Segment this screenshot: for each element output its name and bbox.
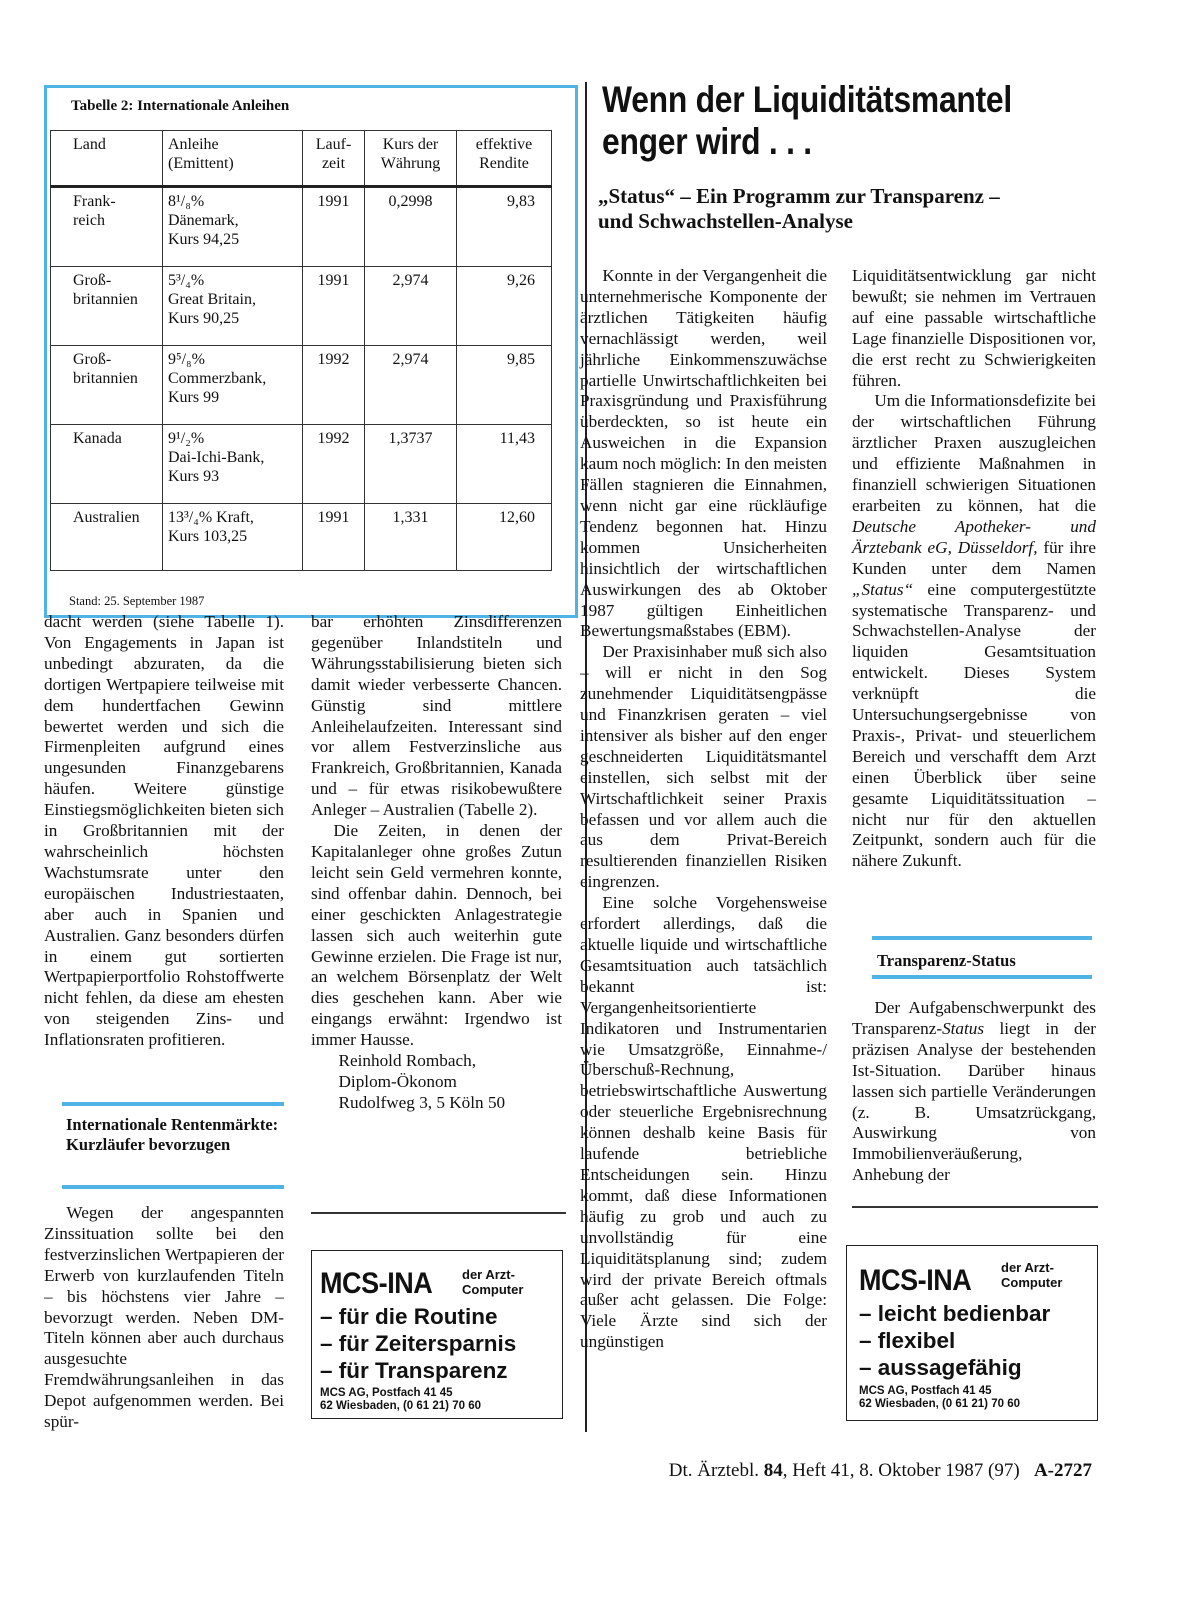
ad-line: – aussagefähig (859, 1355, 1022, 1380)
ad-mcs-ina-1 (311, 1250, 563, 1419)
column-4 (852, 266, 1096, 872)
bank-name: Deutsche Apotheker- und Ärztebank eG, Düsseldorf, (852, 516, 1096, 557)
headline-line: enger wird . . . (602, 121, 812, 162)
ad-line: – flexibel (859, 1328, 956, 1353)
table-cell-rendite: 12,60 (457, 504, 552, 571)
table-header-row (51, 131, 552, 187)
column-3 (580, 266, 827, 1353)
table-cell-anleihe: 9¹/₂% Dai-Ichi-Bank, Kurs 93 (163, 425, 303, 504)
paragraph: Die Zeiten, in denen der Kapitalanleger ohne großes Zutun leicht sein Geld vermehren konnte, sind offenbar dahin. Dennoch, bei einer geschickten Anlagestrategie lassen sich auch weiterhin gute Gewinne erzielen. Die Frage ist nur, an welchem Börsenplatz der Welt dies geschehen kann. Aber wie eingangs erwähnt: Irgendwo ist immer Hausse. (311, 821, 562, 1050)
ad-tag-line: der Arzt- (1001, 1260, 1054, 1275)
column-1-continued (44, 1203, 284, 1433)
table-header-cell: Anleihe (Emittent) (163, 131, 303, 187)
table-header-cell: Lauf- zeit (303, 131, 365, 187)
table-cell-laufzeit: 1991 (303, 267, 365, 346)
subhead-rule (872, 975, 1092, 979)
table-cell-kurs: 1,3737 (365, 425, 457, 504)
divider (852, 1206, 1098, 1208)
table-note: Stand: 25. September 1987 (69, 594, 205, 608)
ad-address-line: MCS AG, Postfach 41 45 (859, 1385, 992, 1397)
program-name: „Status“ (852, 579, 914, 599)
ad-address (320, 1387, 481, 1413)
article-subtitle (598, 184, 1133, 234)
paragraph: Liquiditätsentwicklung gar nicht bewußt; sie nehmen im Vertrauen auf eine passable wirtschaftliche Lage finanzielle Dispositionen vor, die erst recht zu Schwierigkeiten führen. (852, 266, 1096, 390)
ad-address (859, 1385, 1020, 1411)
table-cell-laufzeit: 1992 (303, 346, 365, 425)
ad-lines (859, 1300, 1050, 1381)
ad-mcs-ina-2 (846, 1245, 1098, 1421)
journal-name: Dt. Ärztebl. (668, 1460, 764, 1481)
section-heading: Transparenz-Status (877, 951, 1016, 970)
table-cell-land: Groß- britannien (51, 346, 163, 425)
ad-address-line: 62 Wiesbaden, (0 61 21) 70 60 (859, 1398, 1020, 1410)
table-cell-laufzeit: 1991 (303, 187, 365, 267)
table-cell-anleihe: 5³/₄% Great Britain, Kurs 90,25 (163, 267, 303, 346)
text-run: liegt in der präzisen Analyse der bestehenden Ist-Situation. Darüber hinaus lassen sich partielle Veränderungen (z. B. Umsatzrückgang, Auswirkung von Immobilienveräußerung, Anhebung der (852, 1018, 1096, 1185)
subhead-rule (62, 1102, 284, 1106)
table-cell-laufzeit: 1992 (303, 425, 365, 504)
table-row (51, 425, 552, 504)
section-heading: Internationale Rentenmärkte: Kurzläufer bevorzugen (66, 1115, 279, 1154)
author-name: Reinhold Rombach, (338, 1051, 476, 1071)
bond-table-box (44, 85, 578, 618)
headline-line: Wenn der Liquiditätsmantel (602, 79, 1012, 120)
table-cell-rendite: 11,43 (457, 425, 552, 504)
text-run: Der Aufgabenschwerpunkt des Transparenz- (852, 998, 1096, 1038)
text-run: Um die Informationsdefizite bei der wirtschaftlichen Führung ärztlicher Praxen auszugleichen und effiziente Maßnahmen in finanziell schwierigen Situationen erarbeiten zu können, hat die (852, 391, 1096, 515)
ad-line: – für Transparenz (320, 1358, 508, 1383)
table-header-cell: Land (51, 131, 163, 187)
ad-line: – leicht bedienbar (859, 1301, 1051, 1326)
table-cell-land: Groß- britannien (51, 267, 163, 346)
divider (311, 1212, 566, 1214)
column-2 (311, 612, 562, 1114)
table-header-cell: effektive Rendite (457, 131, 552, 187)
author-address: Rudolfweg 3, 5 Köln 50 (338, 1092, 506, 1112)
page-footer (669, 1460, 1092, 1482)
page-number: A-2727 (1033, 1460, 1092, 1481)
subhead-rule (872, 936, 1092, 940)
program-name: Status (942, 1018, 985, 1038)
table-cell-land: Australien (51, 504, 163, 571)
paragraph (852, 391, 1096, 872)
table-cell-kurs: 0,2998 (365, 187, 457, 267)
table-cell-land: Frank- reich (51, 187, 163, 267)
paragraph: Wegen der angespannten Zinssituation sollte bei den festverzinslichen Wertpapieren der Erwerb von kurzlaufenden Titeln – bis höchstens vier Jahre – bevorzugt werden. Neben DM-Titeln können aber auch durchaus ausgesuchte Fremdwährungsanleihen in das Depot aufgenommen werden. Bei spür- (44, 1203, 284, 1432)
table-row (51, 346, 552, 425)
table-cell-rendite: 9,85 (457, 346, 552, 425)
paragraph: bar erhöhten Zinsdifferenzen gegenüber Inlandstiteln und Währungsstabilisierung bieten sich damit wieder verbesserte Chancen. Günstig sind mittlere Anleihelaufzeiten. Interessant sind vor allem Festverzinsliche aus Frankreich, Großbritannien, Kanada und – für etwas risikobewußtere Anleger – Australien (Tabelle 2). (311, 612, 562, 820)
ad-tagline (1001, 1260, 1062, 1290)
paragraph: Der Praxisinhaber muß sich also – will er nicht in den Sog zunehmender Liquiditätsengpässe und Finanzkrisen geraten – viel intensiver als bisher auf den enger geschneiderten Liquiditätsmantel einstellen, sich selbst mit der Wirtschaftlichkeit seiner Praxis befassen und vor allem auch die aus dem Privat-Bereich resultierenden finanziellen Risiken eingrenzen. (580, 642, 827, 892)
table-cell-kurs: 1,331 (365, 504, 457, 571)
volume-number: 84 (763, 1460, 783, 1481)
table-row (51, 504, 552, 571)
issue-info: , Heft 41, 8. Oktober 1987 (97) (782, 1460, 1020, 1481)
table-cell-laufzeit: 1991 (303, 504, 365, 571)
ad-tag-line: der Arzt- (462, 1267, 515, 1282)
table-cell-rendite: 9,26 (457, 267, 552, 346)
ad-address-line: 62 Wiesbaden, (0 61 21) 70 60 (320, 1400, 481, 1412)
ad-tag-line: Computer (1001, 1275, 1063, 1290)
table-cell-anleihe: 13³/₄% Kraft, Kurs 103,25 (163, 504, 303, 571)
text-run: eine computergestützte systematische Transparenz- und Schwachstellen-Analyse der liquiden Gesamtsituation entwickelt. Dieses System verknüpft die Untersuchungsergebnisse von Praxis-, Privat- und steuerlichem Bereich und verschafft dem Arzt einen Überblick über seine gesamte Liquiditätssituation – nicht nur für den aktuellen Zeitpunkt, sondern auch für die nähere Zukunft. (852, 579, 1096, 871)
table-cell-kurs: 2,974 (365, 346, 457, 425)
bond-table (50, 130, 552, 571)
text-run: für ihre Kunden unter dem Namen (852, 537, 1096, 578)
paragraph (852, 998, 1096, 1186)
table-title: Tabelle 2: Internationale Anleihen (71, 98, 290, 114)
paragraph: Eine solche Vorgehensweise erfordert allerdings, daß die aktuelle liquide und wirtschaftliche Gesamtsituation auch tatsächlich bekannt ist: Vergangenheitsorientierte Indikatoren und Instrumentarien wie Umsatzgröße, Einnahme-/Überschuß-Rechnung, betriebswirtschaftliche Auswertung oder steuerliche Ergebnisrechnung können deshalb keine Basis für laufende betriebliche Entscheidungen sein. Hinzu kommt, daß diese Informationen häufig zu grob und auch zu unvollständig für eine Liquiditätsplanung sind; zudem wird der private Bereich oftmals außer acht gelassen. Die Folge: Viele Ärzte sind sich der ungünstigen (580, 893, 827, 1352)
paragraph: dacht werden (siehe Tabelle 1). Von Engagements in Japan ist unbedingt abzuraten, da die dortigen Wertpapiere teilweise mit dem hundertfachen Gewinn bewertet werden und sich die Firmenpleiten aufgrund eines ungesunden Finanzgebarens häufen. Weitere günstige Einstiegsmöglichkeiten bieten sich in Großbritannien mit der wahrscheinlich höchsten Wachstumsrate unter den europäischen Industriestaaten, aber auch in Spanien und Australien. Ganz besonders dürfen in einem gut sortierten Wertpapierportfolio Rohstoffwerte nicht fehlen, da diese am ehesten von steigenden Zins- und Inflationsraten profitieren. (44, 612, 284, 1050)
ad-brand: MCS-INA (859, 1264, 972, 1297)
ad-tag-line: Computer (462, 1282, 524, 1297)
ad-address-line: MCS AG, Postfach 41 45 (320, 1387, 453, 1399)
article-headline (602, 79, 1049, 163)
table-cell-land: Kanada (51, 425, 163, 504)
paragraph: Konnte in der Vergangenheit die unternehmerische Komponente der ärztlichen Tätigkeiten häufig vernachlässigt werden, weil jährliche Einkommenszuwächse partielle Unwirtschaftlichkeiten bei Praxisgründung und Praxisführung überdeckten, so ist heute ein Ausweichen in die Expansion kaum noch möglich: In den meisten Fällen stagnieren die Einnahmen, wenn nicht gar eine rückläufige Tendenz begonnen hat. Hinzu kommen Unsicherheiten hinsichtlich der wirtschaftlichen Auswirkungen des ab Oktober 1987 gültigen Einheitlichen Bewertungsmaßstabes (EBM). (580, 266, 827, 641)
author-title: Diplom-Ökonom (338, 1071, 457, 1091)
column-1 (44, 612, 284, 1051)
column-4-continued (852, 998, 1096, 1186)
table-cell-anleihe: 8¹/₈% Dänemark, Kurs 94,25 (163, 187, 303, 267)
table-header-cell: Kurs der Währung (365, 131, 457, 187)
ad-tagline (462, 1267, 523, 1297)
ad-line: – für Zeitersparnis (320, 1331, 517, 1356)
ad-lines (320, 1303, 516, 1384)
table-cell-anleihe: 9⁵/₈% Commerzbank, Kurs 99 (163, 346, 303, 425)
ad-line: – für die Routine (320, 1304, 498, 1329)
subhead-rule (62, 1185, 284, 1189)
table-cell-kurs: 2,974 (365, 267, 457, 346)
subtitle-line: „Status“ – Ein Programm zur Transparenz – (598, 184, 1000, 208)
table-row (51, 187, 552, 267)
ad-brand: MCS-INA (320, 1267, 433, 1300)
table-cell-rendite: 9,83 (457, 187, 552, 267)
subtitle-line: und Schwachstellen-Analyse (598, 209, 853, 233)
table-row (51, 267, 552, 346)
